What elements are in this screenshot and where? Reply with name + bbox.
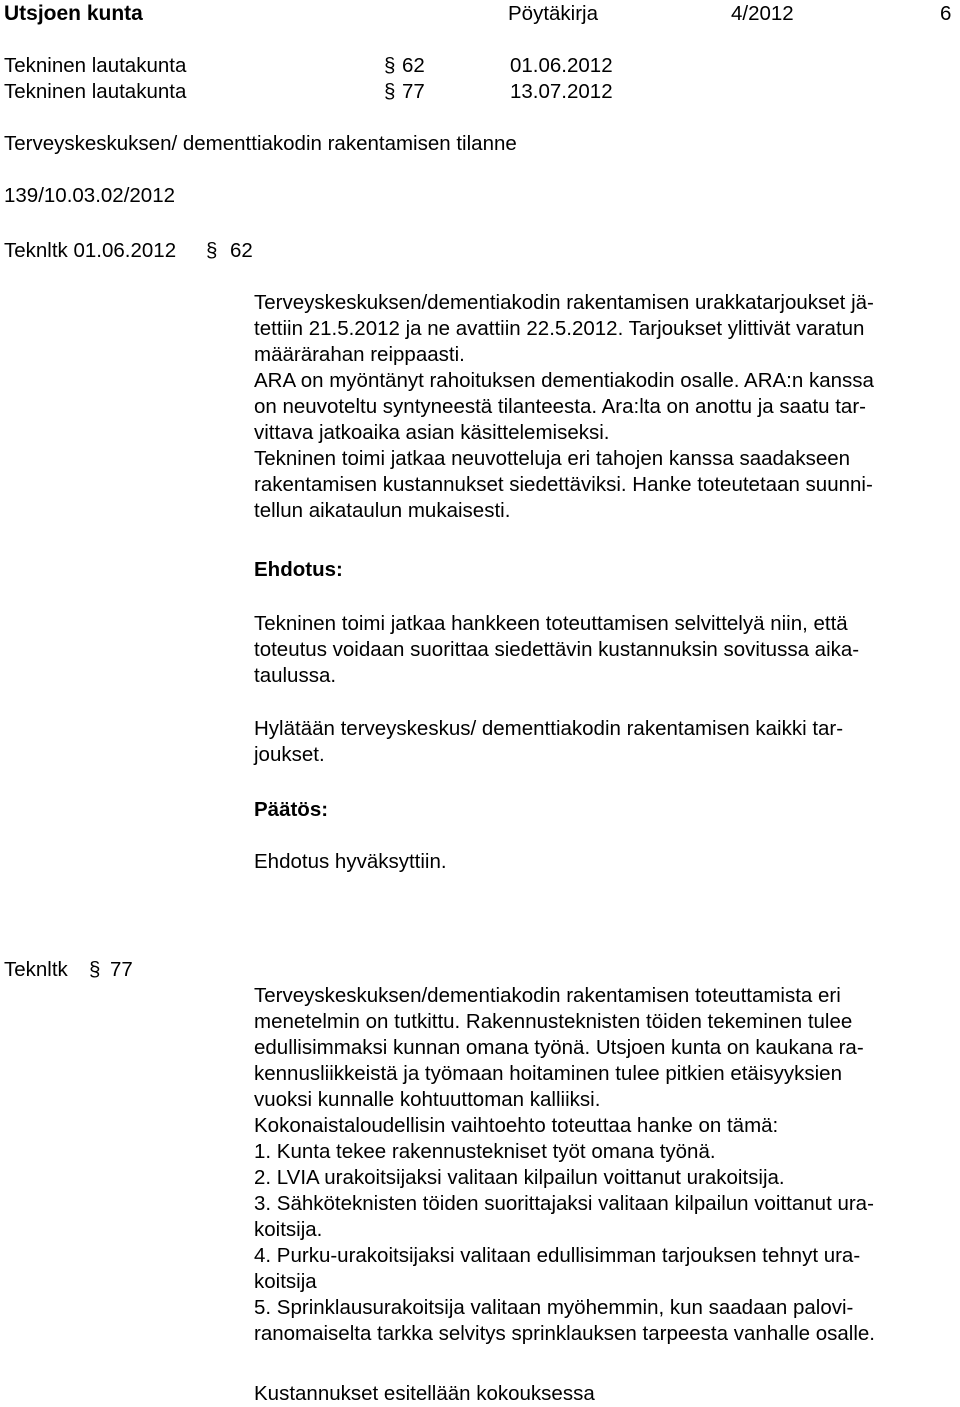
section-77-body xyxy=(254,983,954,1347)
body-line: rakentamisen kustannukset siedettäviksi. Hanke toteutetaan suunni- xyxy=(254,473,873,496)
body-line: toteutus voidaan suorittaa siedettävin kustannuksin sovitussa aika- xyxy=(254,638,860,661)
section-62-ref-label: Teknltk 01.06.2012 xyxy=(4,239,177,262)
page-number: 6 xyxy=(940,2,952,25)
diary-number: 139/10.03.02/2012 xyxy=(4,184,175,207)
meeting-date: 01.06.2012 xyxy=(510,54,613,77)
body-line: edullisimmaksi kunnan omana työnä. Utsjoen kunta on kaukana ra- xyxy=(254,1036,864,1059)
body-line: tettiin 21.5.2012 ja ne avattiin 22.5.2012. Tarjoukset ylittivät varatun xyxy=(254,317,865,340)
body-line: kennusliikkeistä ja työmaan hoitaminen tulee pitkien etäisyyksien xyxy=(254,1062,842,1085)
meeting-date: 13.07.2012 xyxy=(510,80,613,103)
proposal-heading: Ehdotus: xyxy=(254,558,343,581)
section-77-ref-label: Teknltk xyxy=(4,958,68,981)
list-item: 5. Sprinklausurakoitsija valitaan myöhemmin, kun saadaan palovi- xyxy=(254,1296,854,1319)
list-item: koitsija. xyxy=(254,1218,323,1241)
document-title: Terveyskeskuksen/ dementtiakodin rakentamisen tilanne xyxy=(4,132,517,155)
list-item: 3. Sähköteknisten töiden suorittajaksi valitaan kilpailun voittanut ura- xyxy=(254,1192,874,1215)
body-line: vittava jatkoaika asian käsittelemiseksi. xyxy=(254,421,610,444)
section-symbol: § xyxy=(384,80,396,103)
body-line: määrärahan reippaasti. xyxy=(254,343,465,366)
body-line: Kokonaistaloudellisin vaihtoehto toteuttaa hanke on tämä: xyxy=(254,1114,779,1137)
section-symbol: § xyxy=(89,958,101,981)
costs-line: Kustannukset esitellään kokouksessa xyxy=(254,1382,595,1405)
section-62-number: 62 xyxy=(230,239,253,262)
section-77-number: 77 xyxy=(110,958,133,981)
meeting-body: Tekninen lautakunta xyxy=(4,54,187,77)
body-line: Hylätään terveyskeskus/ dementtiakodin rakentamisen kaikki tar- xyxy=(254,717,844,740)
section-symbol: § xyxy=(206,239,218,262)
body-line: vuoksi kunnalle kohtuuttoman kalliiksi. xyxy=(254,1088,601,1111)
list-item: ranomaiselta tarkka selvitys sprinklauksen tarpeesta vanhalle osalle. xyxy=(254,1322,876,1345)
body-line: Terveyskeskuksen/dementiakodin rakentamisen urakkatarjoukset jä- xyxy=(254,291,874,314)
decision-heading: Päätös: xyxy=(254,798,329,821)
body-line: ARA on myöntänyt rahoituksen dementiakodin osalle. ARA:n kanssa xyxy=(254,369,874,392)
meeting-body: Tekninen lautakunta xyxy=(4,80,187,103)
section-symbol: § xyxy=(384,54,396,77)
body-line: tellun aikataulun mukaisesti. xyxy=(254,499,511,522)
proposal-paragraph-1 xyxy=(254,611,954,689)
list-item: koitsija xyxy=(254,1270,317,1293)
document-type: Pöytäkirja xyxy=(508,2,599,25)
proposal-paragraph-2 xyxy=(254,716,954,768)
decision-text: Ehdotus hyväksyttiin. xyxy=(254,850,447,873)
list-item: 2. LVIA urakoitsijaksi valitaan kilpailun voittanut urakoitsija. xyxy=(254,1166,785,1189)
municipality-name: Utsjoen kunta xyxy=(4,2,143,25)
body-line: on neuvoteltu syntyneestä tilanteesta. Ara:lta on anottu ja saatu tar- xyxy=(254,395,866,418)
list-item: 4. Purku-urakoitsijaksi valitaan edullisimman tarjouksen tehnyt ura- xyxy=(254,1244,861,1267)
body-line: Tekninen toimi jatkaa neuvotteluja eri tahojen kanssa saadakseen xyxy=(254,447,851,470)
body-line: Tekninen toimi jatkaa hankkeen toteuttamisen selvittelyä niin, että xyxy=(254,612,848,635)
body-line: joukset. xyxy=(254,743,325,766)
list-item: 1. Kunta tekee rakennustekniset työt omana työnä. xyxy=(254,1140,716,1163)
document-number: 4/2012 xyxy=(731,2,794,25)
body-line: taulussa. xyxy=(254,664,337,687)
body-line: Terveyskeskuksen/dementiakodin rakentamisen toteuttamista eri xyxy=(254,984,841,1007)
meeting-section: 77 xyxy=(402,80,425,103)
body-line: menetelmin on tutkittu. Rakennusteknisten töiden tekeminen tulee xyxy=(254,1010,853,1033)
meeting-section: 62 xyxy=(402,54,425,77)
section-62-body xyxy=(254,290,954,524)
